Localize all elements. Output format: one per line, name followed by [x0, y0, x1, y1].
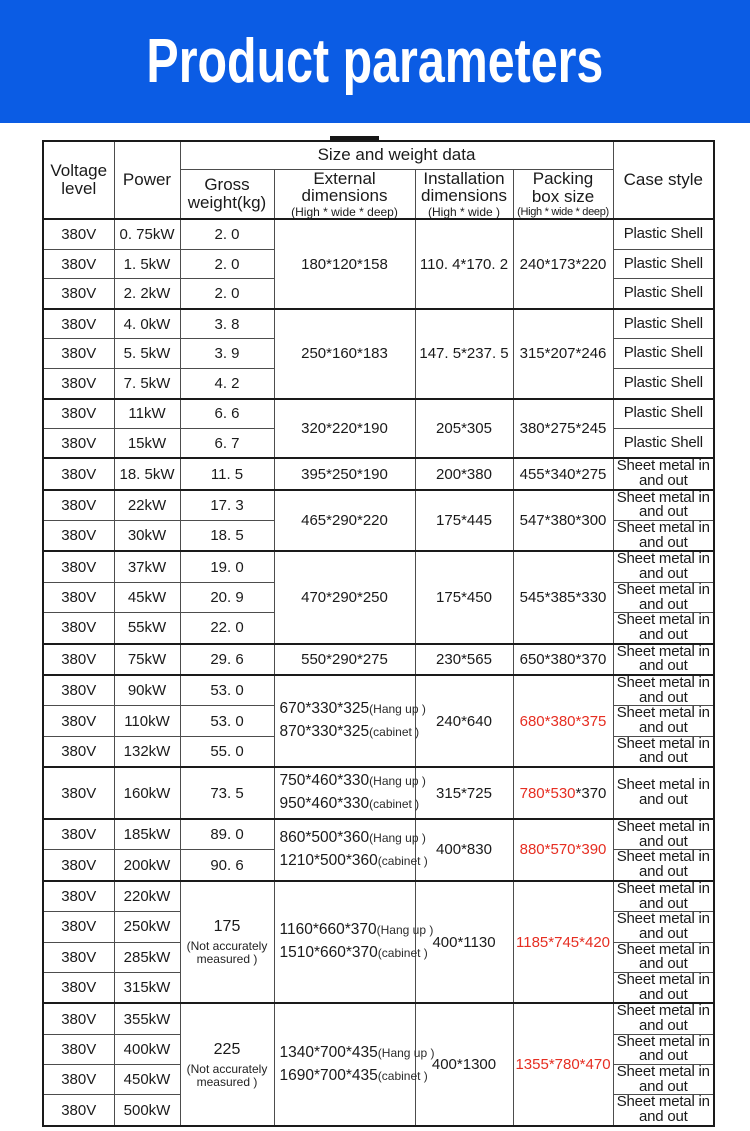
case-style-cell: Sheet metal in and out: [613, 644, 714, 675]
case-style-cell: Sheet metal in and out: [613, 1095, 714, 1126]
table-row: [43, 1003, 714, 1034]
case-style-cell: Sheet metal in and out: [613, 942, 714, 972]
power-cell: 285kW: [114, 942, 180, 972]
packing-box-cell: 545*385*330: [513, 551, 613, 643]
case-style-cell: Sheet metal in and out: [613, 521, 714, 552]
voltage-cell: 380V: [43, 1065, 114, 1095]
header-power-label: Power: [122, 170, 172, 190]
table-row: [43, 399, 714, 429]
installation-dimensions-cell: 175*445: [415, 490, 513, 552]
product-parameters-table: [42, 140, 715, 1127]
power-cell: 7. 5kW: [114, 369, 180, 399]
power-cell: 4. 0kW: [114, 309, 180, 339]
gross-weight-cell: 175 (Not accurately measured ): [180, 881, 274, 1004]
packing-box-cell: 680*380*375: [513, 675, 613, 767]
packing-box-cell: 380*275*245: [513, 399, 613, 459]
case-style-cell: Sheet metal in and out: [613, 1065, 714, 1095]
gross-weight-cell: 19. 0: [180, 551, 274, 582]
power-cell: 315kW: [114, 972, 180, 1003]
power-cell: 400kW: [114, 1034, 180, 1064]
voltage-cell: 380V: [43, 850, 114, 881]
case-style-cell: Plastic Shell: [613, 369, 714, 399]
external-dimensions-cell: 395*250*190: [274, 458, 415, 489]
gross-weight-cell: 90. 6: [180, 850, 274, 881]
voltage-cell: 380V: [43, 972, 114, 1003]
case-style-cell: Plastic Shell: [613, 279, 714, 309]
power-cell: 355kW: [114, 1003, 180, 1034]
power-cell: 18. 5kW: [114, 458, 180, 489]
packing-box-cell: 1355*780*470: [513, 1003, 613, 1126]
installation-dimensions-cell: 147. 5*237. 5: [415, 309, 513, 399]
packing-box-cell: 1185*745*420: [513, 881, 613, 1004]
table-row: [43, 644, 714, 675]
installation-dimensions-cell: 400*1130: [415, 881, 513, 1004]
packing-box-cell: 650*380*370: [513, 644, 613, 675]
voltage-cell: 380V: [43, 942, 114, 972]
external-dimensions-cell: 1160*660*370(Hang up ) 1510*660*370(cabinet ): [274, 881, 415, 1004]
case-style-cell: Sheet metal in and out: [613, 881, 714, 912]
case-style-cell: Plastic Shell: [613, 399, 714, 429]
voltage-cell: 380V: [43, 881, 114, 912]
header-installation-sub: (High * wide ): [427, 205, 501, 220]
gross-weight-cell: 53. 0: [180, 706, 274, 736]
external-dimensions-cell: 470*290*250: [274, 551, 415, 643]
power-cell: 450kW: [114, 1065, 180, 1095]
case-style-cell: Plastic Shell: [613, 309, 714, 339]
case-style-cell: Sheet metal in and out: [613, 458, 714, 489]
header-gross-weight: [180, 169, 274, 219]
power-cell: 37kW: [114, 551, 180, 582]
power-cell: 1. 5kW: [114, 249, 180, 279]
power-cell: 55kW: [114, 613, 180, 644]
power-cell: 250kW: [114, 912, 180, 942]
gross-weight-cell: 2. 0: [180, 219, 274, 249]
header-installation-dimensions: [415, 169, 513, 219]
gross-weight-cell: 2. 0: [180, 249, 274, 279]
case-style-cell: Sheet metal in and out: [613, 613, 714, 644]
table-row: [43, 767, 714, 819]
power-cell: 200kW: [114, 850, 180, 881]
external-dimensions-cell: 750*460*330(Hang up ) 950*460*330(cabinet ): [274, 767, 415, 819]
voltage-cell: 380V: [43, 490, 114, 521]
external-dimensions-cell: 180*120*158: [274, 219, 415, 309]
gross-weight-cell: 11. 5: [180, 458, 274, 489]
power-cell: 11kW: [114, 399, 180, 429]
voltage-cell: 380V: [43, 249, 114, 279]
case-style-cell: Sheet metal in and out: [613, 1034, 714, 1064]
packing-box-cell: 315*207*246: [513, 309, 613, 399]
power-cell: 15kW: [114, 428, 180, 458]
packing-box-cell: 455*340*275: [513, 458, 613, 489]
voltage-cell: 380V: [43, 309, 114, 339]
packing-box-cell: 780*530*370: [513, 767, 613, 819]
voltage-cell: 380V: [43, 339, 114, 369]
voltage-cell: 380V: [43, 369, 114, 399]
case-style-cell: Plastic Shell: [613, 249, 714, 279]
case-style-cell: Sheet metal in and out: [613, 551, 714, 582]
gross-weight-cell: 3. 9: [180, 339, 274, 369]
table-row: [43, 675, 714, 706]
header-power: [114, 141, 180, 219]
case-style-cell: Plastic Shell: [613, 339, 714, 369]
voltage-cell: 380V: [43, 582, 114, 612]
packing-box-cell: 547*380*300: [513, 490, 613, 552]
power-cell: 5. 5kW: [114, 339, 180, 369]
table-row: [43, 881, 714, 912]
packing-box-cell: 240*173*220: [513, 219, 613, 309]
gross-weight-cell: 6. 7: [180, 428, 274, 458]
power-cell: 110kW: [114, 706, 180, 736]
power-cell: 2. 2kW: [114, 279, 180, 309]
voltage-cell: 380V: [43, 736, 114, 767]
banner: [0, 0, 750, 123]
table-row: [43, 551, 714, 582]
power-cell: 75kW: [114, 644, 180, 675]
voltage-cell: 380V: [43, 767, 114, 819]
gross-weight-cell: 18. 5: [180, 521, 274, 552]
header-packing-sub: (High * wide * deep): [517, 205, 609, 218]
external-dimensions-cell: 250*160*183: [274, 309, 415, 399]
power-cell: 160kW: [114, 767, 180, 819]
voltage-cell: 380V: [43, 1003, 114, 1034]
header-case-style: [613, 141, 714, 219]
voltage-cell: 380V: [43, 551, 114, 582]
power-cell: 30kW: [114, 521, 180, 552]
voltage-cell: 380V: [43, 458, 114, 489]
power-cell: 45kW: [114, 582, 180, 612]
voltage-cell: 380V: [43, 675, 114, 706]
case-style-cell: Sheet metal in and out: [613, 767, 714, 819]
case-style-cell: Sheet metal in and out: [613, 706, 714, 736]
voltage-cell: 380V: [43, 521, 114, 552]
table-row: [43, 309, 714, 339]
case-style-cell: Sheet metal in and out: [613, 912, 714, 942]
external-dimensions-cell: 320*220*190: [274, 399, 415, 459]
voltage-cell: 380V: [43, 613, 114, 644]
gross-weight-cell: 225 (Not accurately measured ): [180, 1003, 274, 1126]
header-voltage-label: Voltage level: [50, 161, 108, 199]
case-style-cell: Sheet metal in and out: [613, 490, 714, 521]
gross-weight-cell: 29. 6: [180, 644, 274, 675]
installation-dimensions-cell: 230*565: [415, 644, 513, 675]
table-row: [43, 458, 714, 489]
gross-weight-cell: 89. 0: [180, 819, 274, 850]
table-row: [43, 819, 714, 850]
packing-box-cell: 880*570*390: [513, 819, 613, 881]
gross-weight-cell: 2. 0: [180, 279, 274, 309]
gross-weight-cell: 53. 0: [180, 675, 274, 706]
gross-weight-cell: 55. 0: [180, 736, 274, 767]
external-dimensions-cell: 860*500*360(Hang up ) 1210*500*360(cabinet ): [274, 819, 415, 881]
power-cell: 0. 75kW: [114, 219, 180, 249]
installation-dimensions-cell: 240*640: [415, 675, 513, 767]
voltage-cell: 380V: [43, 219, 114, 249]
case-style-cell: Sheet metal in and out: [613, 850, 714, 881]
gross-weight-cell: 3. 8: [180, 309, 274, 339]
installation-dimensions-cell: 110. 4*170. 2: [415, 219, 513, 309]
case-style-cell: Sheet metal in and out: [613, 819, 714, 850]
case-style-cell: Plastic Shell: [613, 219, 714, 249]
case-style-cell: Sheet metal in and out: [613, 972, 714, 1003]
voltage-cell: 380V: [43, 912, 114, 942]
header-installation-label: Installation dimensions: [421, 168, 507, 206]
header-packing-label: Packing box size: [531, 169, 595, 206]
voltage-cell: 380V: [43, 644, 114, 675]
gross-weight-cell: 17. 3: [180, 490, 274, 521]
installation-dimensions-cell: 205*305: [415, 399, 513, 459]
power-cell: 185kW: [114, 819, 180, 850]
header-case-style-label: Case style: [623, 170, 703, 190]
header-size-group: [180, 141, 613, 169]
gross-weight-cell: 22. 0: [180, 613, 274, 644]
external-dimensions-cell: 670*330*325(Hang up ) 870*330*325(cabinet ): [274, 675, 415, 767]
case-style-cell: Plastic Shell: [613, 428, 714, 458]
gross-weight-cell: 4. 2: [180, 369, 274, 399]
power-cell: 90kW: [114, 675, 180, 706]
header-external-dimensions: [274, 169, 415, 219]
table-row: [43, 219, 714, 249]
gross-weight-cell: 73. 5: [180, 767, 274, 819]
case-style-cell: Sheet metal in and out: [613, 736, 714, 767]
voltage-cell: 380V: [43, 1034, 114, 1064]
installation-dimensions-cell: 200*380: [415, 458, 513, 489]
installation-dimensions-cell: 175*450: [415, 551, 513, 643]
external-dimensions-cell: 1340*700*435(Hang up ) 1690*700*435(cabinet ): [274, 1003, 415, 1126]
voltage-cell: 380V: [43, 399, 114, 429]
table-row: [43, 490, 714, 521]
power-cell: 22kW: [114, 490, 180, 521]
external-dimensions-cell: 550*290*275: [274, 644, 415, 675]
power-cell: 500kW: [114, 1095, 180, 1126]
voltage-cell: 380V: [43, 279, 114, 309]
case-style-cell: Sheet metal in and out: [613, 1003, 714, 1034]
page-title: Product parameters: [146, 27, 604, 96]
header-external-label: External dimensions: [301, 168, 388, 206]
installation-dimensions-cell: 400*830: [415, 819, 513, 881]
gross-weight-cell: 6. 6: [180, 399, 274, 429]
voltage-cell: 380V: [43, 1095, 114, 1126]
installation-dimensions-cell: 315*725: [415, 767, 513, 819]
gross-weight-cell: 20. 9: [180, 582, 274, 612]
header-gross-weight-label: Gross weight(kg): [187, 175, 267, 212]
voltage-cell: 380V: [43, 428, 114, 458]
header-voltage: [43, 141, 114, 219]
external-dimensions-cell: 465*290*220: [274, 490, 415, 552]
header-external-sub: (High * wide * deep): [291, 205, 398, 220]
case-style-cell: Sheet metal in and out: [613, 675, 714, 706]
power-cell: 132kW: [114, 736, 180, 767]
voltage-cell: 380V: [43, 819, 114, 850]
header-size-group-label: Size and weight data: [317, 145, 476, 165]
header-packing-box: [513, 169, 613, 219]
installation-dimensions-cell: 400*1300: [415, 1003, 513, 1126]
voltage-cell: 380V: [43, 706, 114, 736]
case-style-cell: Sheet metal in and out: [613, 582, 714, 612]
power-cell: 220kW: [114, 881, 180, 912]
